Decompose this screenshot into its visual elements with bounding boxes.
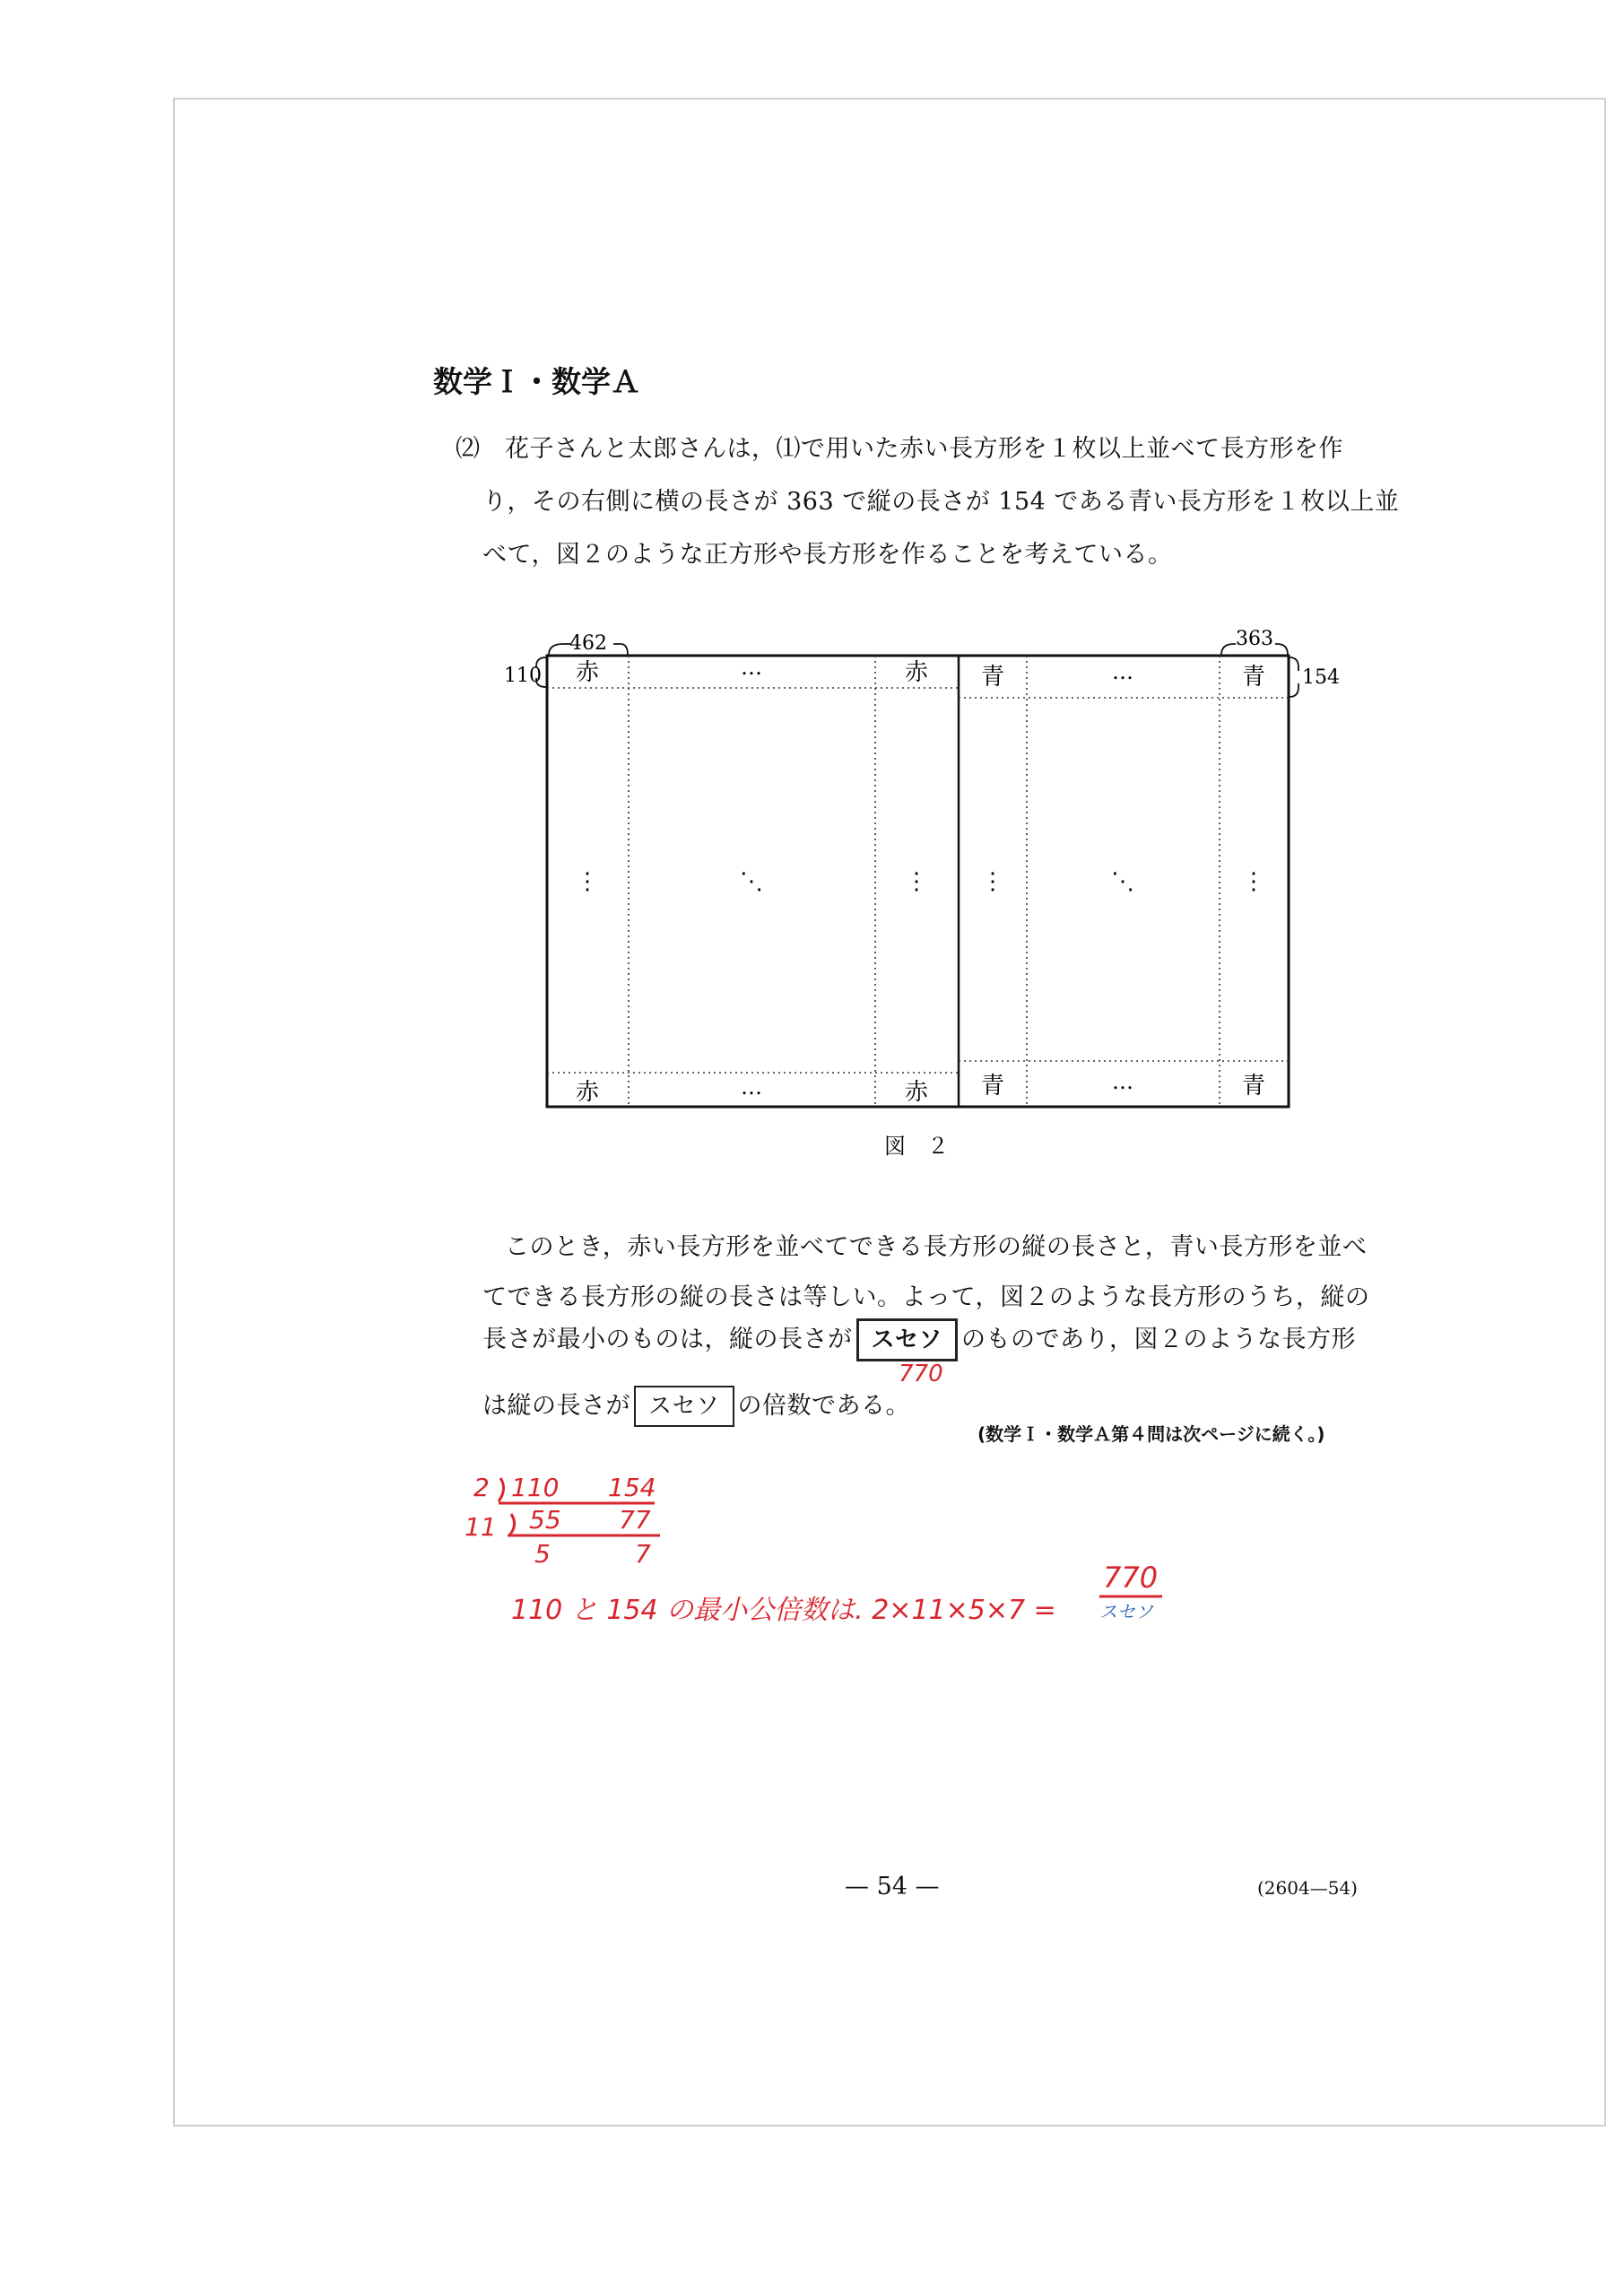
blue-vdots-left: ⋮: [981, 868, 1004, 895]
hand-154: 154: [608, 1473, 656, 1502]
answer-box-suseso-2[interactable]: スセソ: [634, 1386, 734, 1427]
question-line-1: ⑵ 花子さんと太郎さんは，⑴で用いた赤い長方形を１枚以上並べて長方形を作: [456, 435, 1343, 463]
blue-cell-bottom-right: 青: [1241, 1073, 1266, 1100]
page-title: 数学Ｉ・数学Ａ: [433, 364, 640, 399]
figure-caption: 図 ２: [884, 1134, 949, 1159]
page-code: (2604—54): [1257, 1877, 1358, 1899]
dim-blue-height: 154: [1302, 666, 1340, 689]
hand-lcm-line: 110 と 154 の最小公倍数は. 2×11×5×7 =: [511, 1595, 1056, 1626]
hand-55: 55: [529, 1505, 561, 1535]
hand-7: 7: [635, 1539, 651, 1569]
hand-answer-770: 770: [899, 1361, 943, 1387]
blue-hdots-top: …: [1112, 659, 1133, 684]
hand-lcm-label: スセソ: [1099, 1601, 1153, 1622]
blue-cell-bottom-left: 青: [980, 1073, 1005, 1100]
blue-ddots: ⋱: [1111, 868, 1134, 895]
dim-red-width: 462: [569, 632, 607, 655]
body-line-4: は縦の長さが スセソ の倍数である。: [482, 1386, 910, 1427]
red-hdots-top: …: [741, 655, 762, 680]
red-cell-top-left: 赤: [575, 659, 600, 686]
red-handwriting: [465, 1361, 1158, 1626]
body-line-3: 長さが最小のものは，縦の長さが スセソ のものであり，図２のような長方形: [482, 1318, 1356, 1361]
page-number: — 54 —: [845, 1873, 940, 1900]
red-cell-bottom-right: 赤: [904, 1079, 929, 1106]
red-division-strokes: [499, 1478, 1162, 1596]
hand-77: 77: [619, 1505, 651, 1535]
dim-red-height: 110: [504, 665, 542, 687]
body-line-1: このとき，赤い長方形を並べてできる長方形の縦の長さと，青い長方形を並べ: [505, 1233, 1368, 1261]
continue-note: (数学Ｉ・数学Ａ第４問は次ページに続く。): [977, 1423, 1325, 1445]
red-cell-bottom-left: 赤: [575, 1079, 600, 1106]
red-vdots-left: ⋮: [576, 868, 599, 895]
blue-cell-top-right: 青: [1241, 664, 1266, 691]
hand-divisor-11: 11: [465, 1512, 497, 1542]
red-vdots-right: ⋮: [905, 868, 928, 895]
hand-110: 110: [511, 1473, 560, 1502]
hand-5: 5: [534, 1539, 551, 1569]
blue-cell-top-left: 青: [980, 664, 1005, 691]
hand-lcm-result: 770: [1103, 1561, 1159, 1595]
blue-vdots-right: ⋮: [1242, 868, 1265, 895]
body-line-2: てできる長方形の縦の長さは等しい。よって，図２のような長方形のうち，縦の: [482, 1283, 1370, 1311]
dim-blue-width: 363: [1236, 628, 1273, 650]
red-ddots: ⋱: [740, 868, 763, 895]
question-line-2: り，その右側に横の長さが 363 で縦の長さが 154 である青い長方形を１枚以上並: [482, 488, 1400, 516]
red-hdots-bottom: …: [741, 1074, 762, 1100]
answer-box-suseso[interactable]: スセソ: [856, 1318, 959, 1361]
hand-divisor-2: 2: [473, 1473, 490, 1502]
question-line-3: べて，図２のような正方形や長方形を作ることを考えている。: [482, 541, 1173, 569]
blue-hdots-bottom: …: [1112, 1069, 1133, 1094]
red-cell-top-right: 赤: [904, 659, 929, 686]
